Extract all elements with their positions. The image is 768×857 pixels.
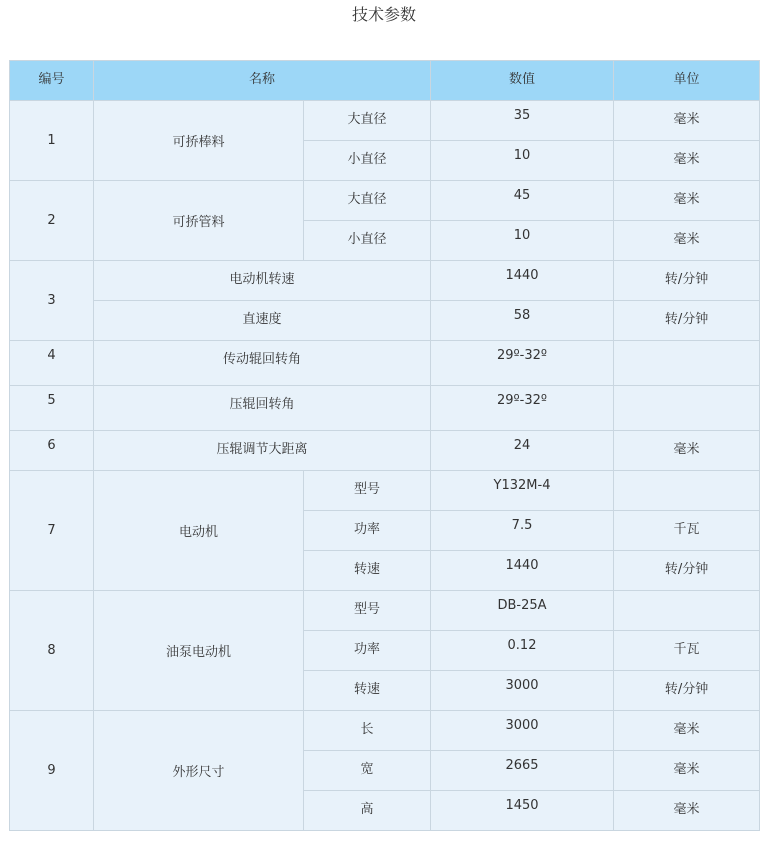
row-unit: 毫米 [614, 221, 760, 261]
sub-label: 小直径 [304, 221, 431, 261]
row-value: DB-25A [431, 591, 614, 631]
row-value: 1450 [431, 791, 614, 831]
row-name: 直速度 [94, 301, 431, 341]
row-name: 压辊调节大距离 [94, 431, 431, 471]
row-unit: 转/分钟 [614, 671, 760, 711]
row-name: 压辊回转角 [94, 386, 431, 431]
row-unit: 毫米 [614, 431, 760, 471]
row-no: 2 [10, 181, 94, 261]
table-row [10, 591, 760, 631]
row-value: 45 [431, 181, 614, 221]
sub-label: 大直径 [304, 181, 431, 221]
header-unit: 单位 [614, 61, 760, 101]
table-row [10, 261, 760, 301]
sub-label: 功率 [304, 511, 431, 551]
row-value: 10 [431, 141, 614, 181]
sub-label: 宽 [304, 751, 431, 791]
table-row [10, 301, 760, 341]
sub-label: 型号 [304, 471, 431, 511]
row-unit: 毫米 [614, 751, 760, 791]
header-row [10, 61, 760, 101]
sub-label: 转速 [304, 551, 431, 591]
spec-table [9, 60, 760, 831]
row-name: 电动机 [94, 471, 304, 591]
table-row [10, 341, 760, 386]
row-value: 1440 [431, 261, 614, 301]
table-title: 技术参数 [351, 5, 416, 24]
row-value: 10 [431, 221, 614, 261]
sub-label: 高 [304, 791, 431, 831]
row-unit: 转/分钟 [614, 261, 760, 301]
table-row [10, 471, 760, 511]
row-value: 58 [431, 301, 614, 341]
table-row [10, 431, 760, 471]
sub-label: 长 [304, 711, 431, 751]
row-unit [614, 386, 760, 431]
row-unit: 千瓦 [614, 631, 760, 671]
row-value: 0.12 [431, 631, 614, 671]
row-unit: 毫米 [614, 791, 760, 831]
row-no: 9 [10, 711, 94, 831]
row-no: 4 [10, 341, 94, 386]
row-name: 可挢管料 [94, 181, 304, 261]
header-name: 名称 [94, 61, 431, 101]
row-unit [614, 471, 760, 511]
row-no: 7 [10, 471, 94, 591]
row-unit: 毫米 [614, 711, 760, 751]
header-value: 数值 [431, 61, 614, 101]
row-no: 3 [10, 261, 94, 341]
table-row [10, 711, 760, 751]
row-unit: 转/分钟 [614, 301, 760, 341]
row-name: 传动辊回转角 [94, 341, 431, 386]
table-row [10, 386, 760, 431]
header-no: 编号 [10, 61, 94, 101]
row-name: 油泵电动机 [94, 591, 304, 711]
row-value: 7.5 [431, 511, 614, 551]
row-no: 5 [10, 386, 94, 431]
sub-label: 小直径 [304, 141, 431, 181]
row-name: 电动机转速 [94, 261, 431, 301]
row-value: 3000 [431, 671, 614, 711]
row-unit: 转/分钟 [614, 551, 760, 591]
sub-label: 大直径 [304, 101, 431, 141]
row-unit: 毫米 [614, 101, 760, 141]
row-name: 可挢棒料 [94, 101, 304, 181]
row-no: 1 [10, 101, 94, 181]
row-value: 1440 [431, 551, 614, 591]
sub-label: 转速 [304, 671, 431, 711]
sub-label: 功率 [304, 631, 431, 671]
row-unit: 千瓦 [614, 511, 760, 551]
row-no: 8 [10, 591, 94, 711]
row-value: 29º-32º [431, 341, 614, 386]
row-unit [614, 591, 760, 631]
row-value: 24 [431, 431, 614, 471]
row-name: 外形尺寸 [94, 711, 304, 831]
row-value: 3000 [431, 711, 614, 751]
row-value: 29º-32º [431, 386, 614, 431]
table-row [10, 101, 760, 141]
table-row [10, 181, 760, 221]
row-unit: 毫米 [614, 181, 760, 221]
row-no: 6 [10, 431, 94, 471]
row-value: Y132M-4 [431, 471, 614, 511]
row-value: 2665 [431, 751, 614, 791]
sub-label: 型号 [304, 591, 431, 631]
row-unit [614, 341, 760, 386]
row-unit: 毫米 [614, 141, 760, 181]
row-value: 35 [431, 101, 614, 141]
